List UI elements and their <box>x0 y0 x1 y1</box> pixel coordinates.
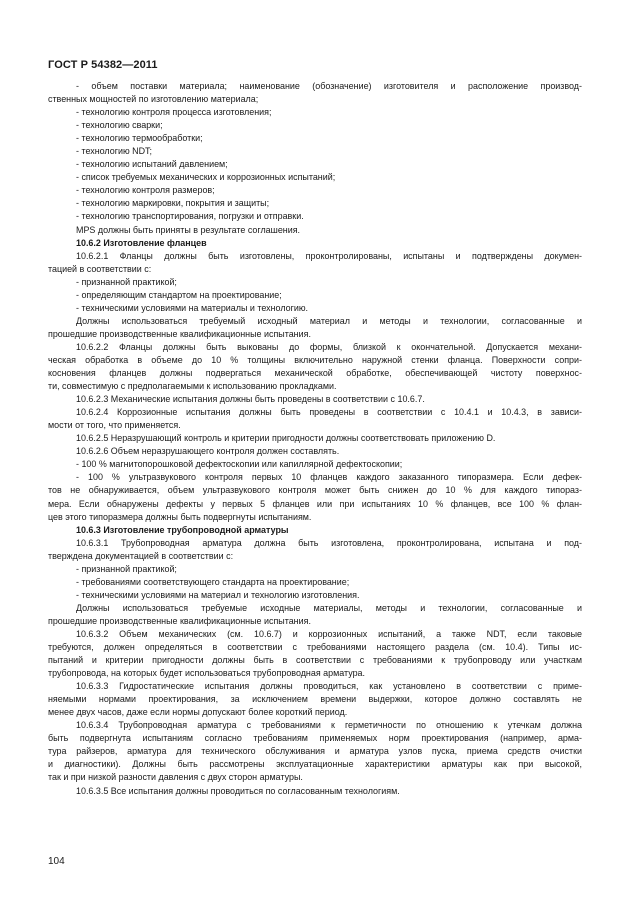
text-line: - технологию маркировки, покрытия и защиты; <box>76 198 270 209</box>
text-line: 10.6.2.3 Механические испытания должны быть проведены в соответствии с 10.6.7. <box>76 394 425 405</box>
page-number: 104 <box>48 856 65 867</box>
text-line: менее двух часов, даже если нормы допускают более короткий период. <box>48 707 348 718</box>
text-line: ти, совместимую с предполагаемыми к использованию прокладками. <box>48 381 337 392</box>
text-line: требуются, должен определяться в соответствии с требованиями настоящего раздела (см. 10.4). Типы ис- <box>48 642 582 653</box>
text-line: - технологию термообработки; <box>76 133 203 144</box>
text-line: - технологию испытаний давлением; <box>76 159 228 170</box>
text-line: Должны использоваться требуемые исходные материалы, методы и технологии, согласованные и <box>76 602 582 613</box>
text-line: - технологию транспортирования, погрузки и отправки. <box>76 211 304 222</box>
text-line: Должны использоваться требуемый исходный материал и методы и технологии, согласованные и <box>76 315 582 326</box>
text-line: мости от того, что применяется. <box>48 420 181 431</box>
text-line: 10.6.2 Изготовление фланцев <box>76 237 207 248</box>
text-line: 10.6.3 Изготовление трубопроводной арматуры <box>76 524 289 535</box>
text-line: 10.6.3.5 Все испытания должны проводиться по согласованным технологиям. <box>76 785 400 796</box>
text-line: - техническими условиями на материалы и технологию. <box>76 302 309 313</box>
text-line: 10.6.2.2 Фланцы должны быть выкованы до формы, близкой к окончательной. Допускается механи- <box>76 341 582 352</box>
text-line: MPS должны быть приняты в результате соглашения. <box>76 224 301 235</box>
text-line: мера. Если обнаружены дефекты у первых 5 фланцев или при испытаниях 10 % фланцев, все 100 % флан- <box>48 498 582 509</box>
text-line: 10.6.2.1 Фланцы должны быть изготовлены, проконтролированы, испытаны и подтверждены докумен- <box>76 250 582 261</box>
text-line: - технологию контроля процесса изготовления; <box>76 107 272 118</box>
text-line: няемыми нормами проектирования, за исключением времени выдержки, которое должно составлять не <box>48 694 582 705</box>
text-line: прошедшие производственные квалификационные испытания. <box>48 615 311 626</box>
text-line: тацией в соответствии с: <box>48 263 152 274</box>
text-line: тов не обнаруживается, объем ультразвукового контроля может быть снижен до 10 % для каждого типораз- <box>48 485 582 496</box>
text-line: трубопровода, на которых будет использоваться трубопроводная арматура. <box>48 668 366 679</box>
text-line: и диагностики). Должны быть рассмотрены эксплуатационные характеристики арматуры как при высокой, <box>48 759 582 770</box>
text-line: - список требуемых механических и коррозионных испытаний; <box>76 172 336 183</box>
text-line: - определяющим стандартом на проектирование; <box>76 289 282 300</box>
text-line: 10.6.3.3 Гидростатические испытания должны проводиться, как установлено в соответствии с приме- <box>76 681 582 692</box>
text-line: - технологию контроля размеров; <box>76 185 215 196</box>
text-line: - требованиями соответствующего стандарта на проектирование; <box>76 576 350 587</box>
text-line: - объем поставки материала; наименование (обозначение) изготовителя и расположение производ- <box>76 81 582 91</box>
text-line: ческая обработка в объеме до 10 % толщины включительно наружной стенки фланца. Поверхности сопри- <box>48 354 582 365</box>
text-line: - признанной практикой; <box>76 276 177 287</box>
text-line: - технологию NDT; <box>76 146 152 157</box>
text-line: ственных мощностей по изготовлению материала; <box>48 94 259 105</box>
text-line: 10.6.3.4 Трубопроводная арматура с требованиями к герметичности по отношению к утечкам должна <box>76 720 582 731</box>
text-line: - 100 % ультразвукового контроля первых 10 фланцев каждого заказанного типоразмера. Если дефек- <box>76 472 582 483</box>
text-line: 10.6.2.6 Объем неразрушающего контроля должен составлять. <box>76 446 340 457</box>
text-line: 10.6.2.5 Неразрушающий контроль и критерии пригодности должны соответствовать приложению D. <box>76 433 496 444</box>
text-line: - 100 % магнитопорошковой дефектоскопии или капиллярной дефектоскопии; <box>76 459 403 470</box>
text-line: тверждена документацией в соответствии с: <box>48 550 234 561</box>
text-line: 10.6.3.2 Объем механических (см. 10.6.7) и коррозионных испытаний, а также NDT, если таковые <box>76 628 582 639</box>
text-line: цев этого типоразмера должны быть подвергнуты испытаниям. <box>48 511 312 522</box>
text-line: прошедшие производственные квалификационные испытания. <box>48 328 311 339</box>
text-line: - технологию сварки; <box>76 120 163 131</box>
text-line: 10.6.3.1 Трубопроводная арматура должна быть изготовлена, проконтролирована, испытана и под- <box>76 537 582 548</box>
text-line: пытаний и критерии пригодности должны быть в соответствии с требованиями к трубопроводу или участкам <box>48 655 582 666</box>
text-line: косновения фланцев должны подвергаться механической обработке, обеспечивающей чистоту поверхнос- <box>48 368 582 379</box>
text-line: - признанной практикой; <box>76 563 177 574</box>
text-line: - техническими условиями на материал и технологию изготовления. <box>76 589 360 600</box>
page-header: ГОСТ Р 54382—2011 <box>48 59 158 71</box>
document-body <box>48 80 582 798</box>
text-line: быть подвергнута испытаниям согласно требованиям применяемых норм проектирования (например, арма- <box>48 733 582 744</box>
text-line: тура райзеров, арматура для технического обслуживания и арматура узлов пуска, приема средств очистки <box>48 746 582 757</box>
text-line: так и при низкой разности давления с двух сторон арматуры. <box>48 772 303 783</box>
text-line: 10.6.2.4 Коррозионные испытания должны быть проведены в соответствии с 10.4.1 и 10.4.3, в зависи- <box>76 407 582 418</box>
